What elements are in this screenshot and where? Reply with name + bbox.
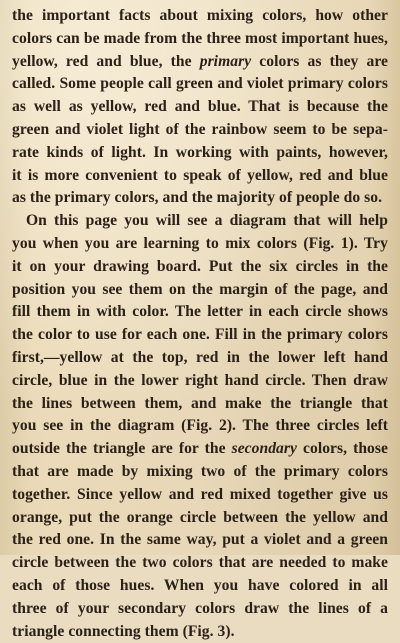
text-run: outside the triangle are for the [12,440,232,458]
text-line: green and violet light of the rainbow seem to be sepa- [12,120,388,138]
text-line: you when you are learning to mix colors (Fig. 1). Try [12,234,388,252]
text-line: called. Some people call green and violet primary colors [12,75,388,93]
text-line: as the primary colors, and the majority of people do so. [12,189,383,207]
text-run: colors as they are [251,52,388,70]
text-line: circle, blue in the lower right hand circle. Then draw [12,371,388,389]
text-line: that are made by mixing two of the primary colors [12,462,388,480]
text-line: each of those hues. When you have colored in all [12,576,388,594]
text-line: it is more convenient to speak of yellow, red and blue [12,166,388,184]
text-line: position you see them on the margin of the page, and [12,280,388,298]
text-line: as well as yellow, red and blue. That is because the [12,98,388,116]
emphasis-secondary: secondary [231,440,297,458]
text-line: you see in the diagram (Fig. 2). The three circles left [12,417,388,435]
text-line: rate kinds of light. In working with paints, however, [12,143,388,161]
text-run: colors, those [297,440,388,458]
text-run: yellow, red and blue, the [12,52,200,70]
text-line [12,51,388,74]
text-line: it on your drawing board. Put the six circles in the [12,257,388,275]
text-line: colors can be made from the three most important hues, [12,29,388,47]
emphasis-primary: primary [199,52,252,70]
text-line: the red one. In the same way, put a violet and a green [12,531,388,549]
text-line: first,—yellow at the top, red in the lower left hand [12,348,388,366]
text-line: circle between the two colors that are needed to make [12,554,388,572]
text-line: fill them in with color. The letter in each circle shows [12,303,388,321]
text-line [12,438,388,461]
text-line: triangle connecting them (Fig. 3). [12,622,235,640]
text-line: the important facts about mixing colors, how other [12,7,388,24]
text-line: the lines between them, and make the triangle that [12,394,388,412]
paragraph-start-line: On this page you will see a diagram that will help [26,212,388,230]
text-line: orange, put the orange circle between the yellow and [12,508,388,526]
text-line: the color to use for each one. Fill in the primary colors [12,326,388,344]
text-line: together. Since yellow and red mixed together give us [12,485,388,503]
text-line: three of your secondary colors draw the lines of a [12,599,388,617]
page-body-text [12,5,388,643]
